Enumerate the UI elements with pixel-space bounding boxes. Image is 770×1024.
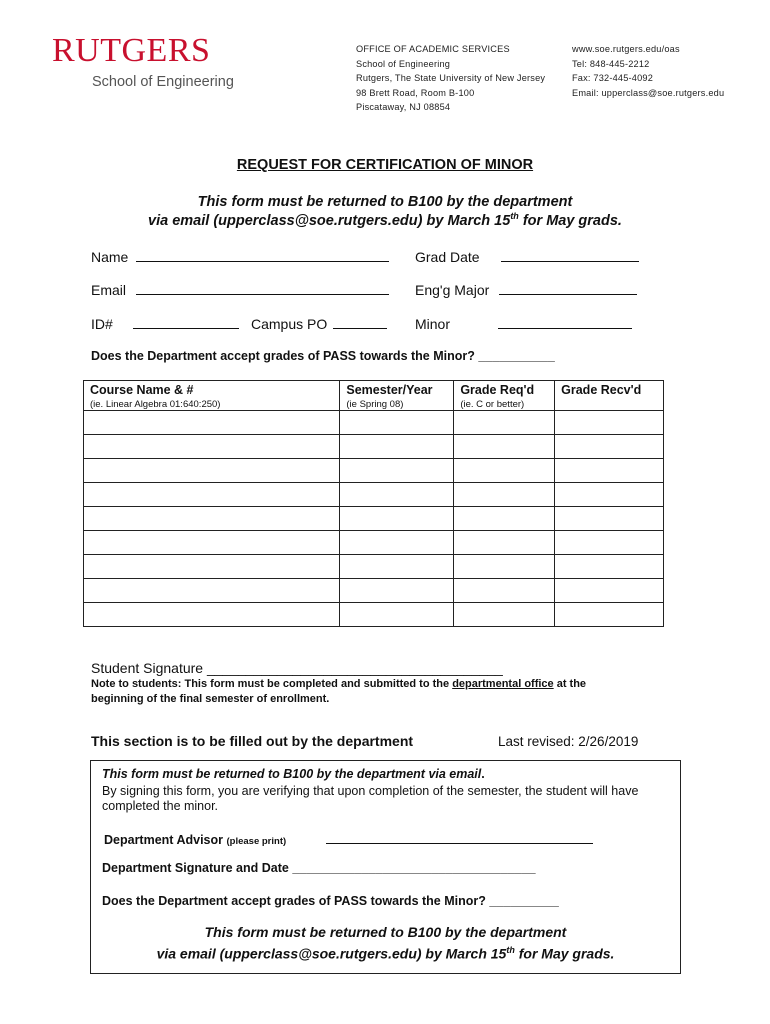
- course-cell[interactable]: [454, 579, 555, 603]
- return-notice-line1: This form must be returned to B100 by the department: [197, 194, 573, 210]
- major-field[interactable]: Eng'g Major: [415, 280, 637, 298]
- office-line: Rutgers, The State University of New Jersey: [356, 73, 546, 83]
- course-cell[interactable]: [555, 411, 664, 435]
- table-header-row: [84, 381, 664, 411]
- fax-text: Fax: 732-445-4092: [572, 73, 654, 83]
- semester-year-header: Semester/Year (ie Spring 08): [340, 381, 454, 411]
- office-line: School of Engineering: [356, 58, 451, 69]
- course-cell[interactable]: [555, 459, 664, 483]
- department-box: [90, 760, 681, 974]
- minor-input-line[interactable]: [498, 314, 632, 329]
- name-input-line[interactable]: [136, 247, 389, 262]
- box-bottom-return-notice: This form must be returned to B100 by the department via email (upperclass@soe.rutgers.edu) by March 15th for May grads.: [156, 924, 615, 962]
- course-cell[interactable]: [454, 459, 555, 483]
- campus-po-field[interactable]: Campus PO: [251, 314, 387, 332]
- course-cell[interactable]: [340, 507, 454, 531]
- course-row: [84, 411, 664, 435]
- pass-question: Does the Department accept grades of PASS towards the Minor? ___________: [91, 349, 555, 363]
- course-cell[interactable]: [340, 411, 454, 435]
- office-line: 98 Brett Road, Room B-100: [356, 87, 475, 98]
- course-cell[interactable]: [84, 555, 340, 579]
- logo-subtitle: School of Engineering: [92, 74, 234, 90]
- course-cell[interactable]: [84, 531, 340, 555]
- course-table: [83, 380, 664, 627]
- department-section-heading: This section is to be filled out by the department: [91, 733, 414, 749]
- course-cell[interactable]: [84, 483, 340, 507]
- phone-text: Tel: 848-445-2212: [572, 58, 650, 69]
- email-text: Email: upperclass@soe.rutgers.edu: [572, 87, 725, 98]
- department-advisor-field[interactable]: Department Advisor (please print): [104, 832, 593, 847]
- course-cell[interactable]: [555, 531, 664, 555]
- course-cell[interactable]: [555, 555, 664, 579]
- course-row: [84, 507, 664, 531]
- office-address-block: [356, 42, 545, 115]
- course-name-header: Course Name & # (ie. Linear Algebra 01:640:250): [84, 381, 340, 411]
- course-cell[interactable]: [454, 531, 555, 555]
- form-title: REQUEST FOR CERTIFICATION OF MINOR: [236, 157, 534, 173]
- course-row: [84, 435, 664, 459]
- box-return-notice: This form must be returned to B100 by the department via email.: [102, 767, 485, 781]
- departmental-office-link: departmental office: [452, 678, 554, 690]
- course-row: [84, 579, 664, 603]
- course-cell[interactable]: [454, 483, 555, 507]
- office-line: Piscataway, NJ 08854: [356, 102, 451, 112]
- course-row: [84, 603, 664, 627]
- grade-required-header: Grade Req'd (ie. C or better): [454, 381, 555, 411]
- course-cell[interactable]: [340, 435, 454, 459]
- course-cell[interactable]: [84, 579, 340, 603]
- id-input-line[interactable]: [133, 314, 239, 329]
- course-cell[interactable]: [84, 435, 340, 459]
- department-signature-date-field[interactable]: Department Signature and Date ___________________________________: [102, 861, 536, 875]
- office-line: OFFICE OF ACADEMIC SERVICES: [356, 44, 510, 54]
- course-cell[interactable]: [84, 411, 340, 435]
- id-field[interactable]: ID#: [91, 314, 239, 332]
- course-cell[interactable]: [454, 435, 555, 459]
- major-input-line[interactable]: [499, 280, 637, 295]
- course-cell[interactable]: [454, 555, 555, 579]
- box-verification-text: By signing this form, you are verifying that upon completion of the semester, the student will have completed the minor.: [102, 784, 639, 813]
- grade-received-header: Grade Recv'd: [555, 381, 664, 411]
- email-input-line[interactable]: [136, 280, 389, 295]
- course-row: [84, 483, 664, 507]
- course-cell[interactable]: [84, 603, 340, 627]
- last-revised: Last revised: 2/26/2019: [498, 734, 639, 749]
- course-row: [84, 459, 664, 483]
- box-pass-question: Does the Department accept grades of PASS towards the Minor? __________: [102, 894, 559, 908]
- course-cell[interactable]: [340, 555, 454, 579]
- advisor-input-line[interactable]: [326, 832, 593, 844]
- email-field[interactable]: Email: [91, 280, 389, 298]
- grad-date-field[interactable]: Grad Date: [415, 247, 639, 265]
- course-cell[interactable]: [555, 603, 664, 627]
- course-cell[interactable]: [84, 459, 340, 483]
- course-cell[interactable]: [555, 435, 664, 459]
- course-row: [84, 555, 664, 579]
- student-signature-field[interactable]: Student Signature ______________________________________: [91, 660, 503, 676]
- course-row: [84, 531, 664, 555]
- note-to-students: Note to students: This form must be completed and submitted to the departmental office at the beginning of the final semester of enrollment.: [91, 678, 587, 705]
- name-field[interactable]: Name: [91, 247, 389, 265]
- course-cell[interactable]: [340, 579, 454, 603]
- course-cell[interactable]: [340, 531, 454, 555]
- rutgers-logo: RUTGERS: [52, 32, 211, 69]
- course-cell[interactable]: [555, 483, 664, 507]
- return-notice-line2: via email (upperclass@soe.rutgers.edu) by March 15th for May grads.: [148, 211, 622, 229]
- course-cell[interactable]: [454, 603, 555, 627]
- contact-block: [572, 42, 724, 100]
- course-cell[interactable]: [454, 411, 555, 435]
- course-cell[interactable]: [555, 579, 664, 603]
- course-cell[interactable]: [84, 507, 340, 531]
- course-cell[interactable]: [340, 603, 454, 627]
- course-cell[interactable]: [340, 459, 454, 483]
- course-cell[interactable]: [555, 507, 664, 531]
- campus-po-input-line[interactable]: [333, 314, 387, 329]
- website-link[interactable]: www.soe.rutgers.edu/oas: [572, 44, 680, 54]
- course-cell[interactable]: [454, 507, 555, 531]
- minor-field[interactable]: Minor: [415, 314, 632, 332]
- course-cell[interactable]: [340, 483, 454, 507]
- grad-date-input-line[interactable]: [501, 247, 639, 262]
